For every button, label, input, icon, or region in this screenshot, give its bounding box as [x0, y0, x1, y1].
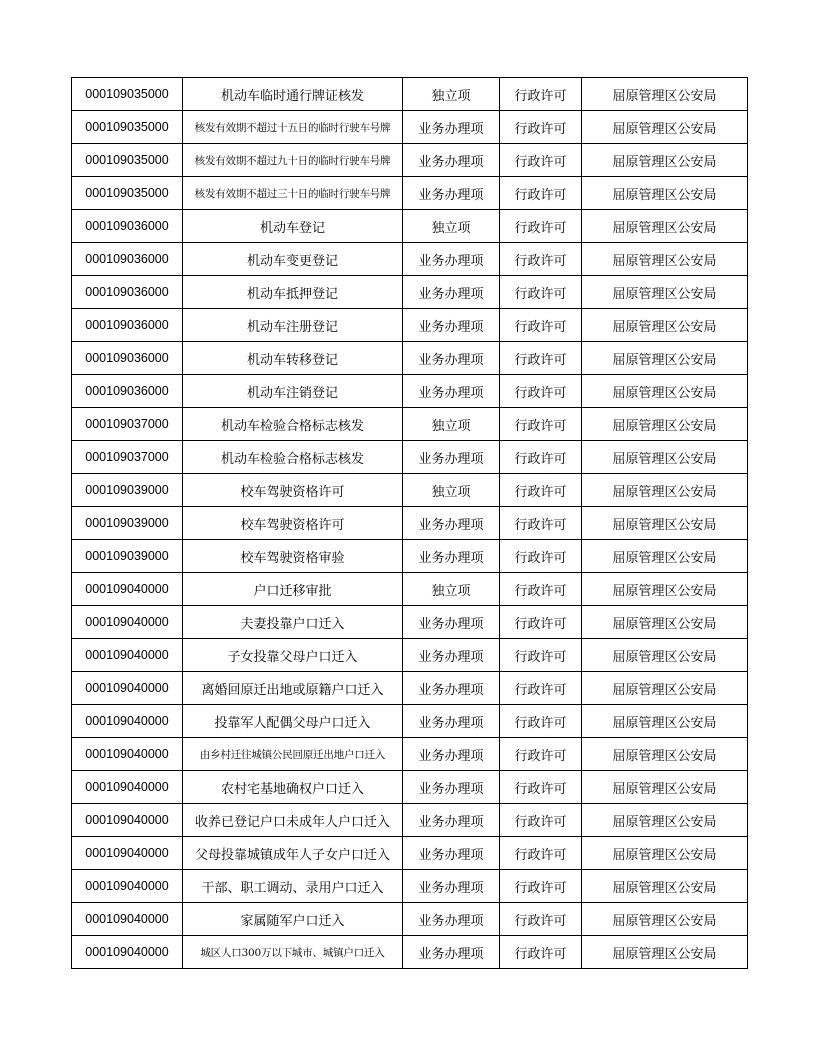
item-name-cell: 由乡村迁往城镇公民回原迁出地户口迁入: [183, 738, 403, 771]
table-row: [72, 672, 748, 705]
table-row: [72, 276, 748, 309]
table-row: [72, 903, 748, 936]
department-cell: 屈原管理区公安局: [582, 375, 748, 408]
item-category-cell: 行政许可: [500, 870, 582, 903]
item-code-cell: 000109040000: [72, 936, 183, 969]
department-cell: 屈原管理区公安局: [582, 903, 748, 936]
item-name-cell: 城区人口300万以下城市、城镇户口迁入: [183, 936, 403, 969]
department-cell: 屈原管理区公安局: [582, 309, 748, 342]
table-body: [72, 78, 748, 969]
item-code-cell: 000109035000: [72, 78, 183, 111]
item-category-cell: 行政许可: [500, 507, 582, 540]
item-code-cell: 000109039000: [72, 474, 183, 507]
item-name-cell: 机动车变更登记: [183, 243, 403, 276]
department-cell: 屈原管理区公安局: [582, 606, 748, 639]
item-type-cell: 业务办理项: [403, 738, 500, 771]
department-cell: 屈原管理区公安局: [582, 936, 748, 969]
item-name-cell: 校车驾驶资格许可: [183, 507, 403, 540]
item-name-cell: 核发有效期不超过十五日的临时行驶车号牌: [183, 111, 403, 144]
department-cell: 屈原管理区公安局: [582, 78, 748, 111]
item-type-cell: 业务办理项: [403, 243, 500, 276]
department-cell: 屈原管理区公安局: [582, 705, 748, 738]
item-code-cell: 000109040000: [72, 804, 183, 837]
table-row: [72, 375, 748, 408]
item-type-cell: 独立项: [403, 408, 500, 441]
item-category-cell: 行政许可: [500, 837, 582, 870]
item-code-cell: 000109036000: [72, 342, 183, 375]
table-row: [72, 78, 748, 111]
item-code-cell: 000109040000: [72, 639, 183, 672]
department-cell: 屈原管理区公安局: [582, 111, 748, 144]
department-cell: 屈原管理区公安局: [582, 573, 748, 606]
item-name-cell: 核发有效期不超过九十日的临时行驶车号牌: [183, 144, 403, 177]
table-row: [72, 705, 748, 738]
item-name-cell: 子女投靠父母户口迁入: [183, 639, 403, 672]
item-code-cell: 000109040000: [72, 837, 183, 870]
item-category-cell: 行政许可: [500, 78, 582, 111]
department-cell: 屈原管理区公安局: [582, 210, 748, 243]
table-row: [72, 177, 748, 210]
table-row: [72, 870, 748, 903]
item-name-cell: 机动车注册登记: [183, 309, 403, 342]
item-name-cell: 核发有效期不超过三十日的临时行驶车号牌: [183, 177, 403, 210]
table-row: [72, 606, 748, 639]
department-cell: 屈原管理区公安局: [582, 177, 748, 210]
department-cell: 屈原管理区公安局: [582, 408, 748, 441]
item-name-cell: 校车驾驶资格许可: [183, 474, 403, 507]
table-row: [72, 111, 748, 144]
item-category-cell: 行政许可: [500, 672, 582, 705]
item-name-cell: 夫妻投靠户口迁入: [183, 606, 403, 639]
item-type-cell: 业务办理项: [403, 903, 500, 936]
item-name-cell: 户口迁移审批: [183, 573, 403, 606]
item-name-cell: 机动车检验合格标志核发: [183, 408, 403, 441]
item-name-cell: 机动车注销登记: [183, 375, 403, 408]
item-type-cell: 业务办理项: [403, 177, 500, 210]
department-cell: 屈原管理区公安局: [582, 441, 748, 474]
department-cell: 屈原管理区公安局: [582, 672, 748, 705]
item-type-cell: 业务办理项: [403, 837, 500, 870]
item-category-cell: 行政许可: [500, 441, 582, 474]
item-code-cell: 000109035000: [72, 111, 183, 144]
item-code-cell: 000109040000: [72, 606, 183, 639]
item-code-cell: 000109040000: [72, 903, 183, 936]
table-row: [72, 144, 748, 177]
department-cell: 屈原管理区公安局: [582, 276, 748, 309]
table-row: [72, 309, 748, 342]
item-type-cell: 业务办理项: [403, 507, 500, 540]
item-category-cell: 行政许可: [500, 342, 582, 375]
table-row: [72, 474, 748, 507]
item-category-cell: 行政许可: [500, 705, 582, 738]
item-code-cell: 000109036000: [72, 210, 183, 243]
item-type-cell: 业务办理项: [403, 606, 500, 639]
item-category-cell: 行政许可: [500, 375, 582, 408]
item-category-cell: 行政许可: [500, 309, 582, 342]
item-category-cell: 行政许可: [500, 408, 582, 441]
table-row: [72, 243, 748, 276]
item-name-cell: 离婚回原迁出地或原籍户口迁入: [183, 672, 403, 705]
item-type-cell: 业务办理项: [403, 111, 500, 144]
item-name-cell: 机动车抵押登记: [183, 276, 403, 309]
item-code-cell: 000109040000: [72, 672, 183, 705]
department-cell: 屈原管理区公安局: [582, 870, 748, 903]
item-name-cell: 收养已登记户口未成年人户口迁入: [183, 804, 403, 837]
table-row: [72, 639, 748, 672]
item-category-cell: 行政许可: [500, 111, 582, 144]
item-type-cell: 业务办理项: [403, 771, 500, 804]
item-type-cell: 独立项: [403, 573, 500, 606]
item-name-cell: 校车驾驶资格审验: [183, 540, 403, 573]
department-cell: 屈原管理区公安局: [582, 540, 748, 573]
item-code-cell: 000109035000: [72, 177, 183, 210]
item-category-cell: 行政许可: [500, 771, 582, 804]
item-category-cell: 行政许可: [500, 276, 582, 309]
item-category-cell: 行政许可: [500, 606, 582, 639]
item-type-cell: 业务办理项: [403, 870, 500, 903]
table-row: [72, 210, 748, 243]
item-category-cell: 行政许可: [500, 573, 582, 606]
table-row: [72, 837, 748, 870]
table-row: [72, 573, 748, 606]
department-cell: 屈原管理区公安局: [582, 639, 748, 672]
item-type-cell: 业务办理项: [403, 705, 500, 738]
item-category-cell: 行政许可: [500, 639, 582, 672]
item-category-cell: 行政许可: [500, 474, 582, 507]
item-type-cell: 业务办理项: [403, 342, 500, 375]
item-code-cell: 000109039000: [72, 540, 183, 573]
department-cell: 屈原管理区公安局: [582, 507, 748, 540]
item-code-cell: 000109036000: [72, 276, 183, 309]
item-code-cell: 000109040000: [72, 771, 183, 804]
item-code-cell: 000109040000: [72, 738, 183, 771]
table-row: [72, 408, 748, 441]
item-type-cell: 业务办理项: [403, 375, 500, 408]
item-name-cell: 家属随军户口迁入: [183, 903, 403, 936]
item-type-cell: 业务办理项: [403, 804, 500, 837]
item-category-cell: 行政许可: [500, 936, 582, 969]
item-type-cell: 业务办理项: [403, 441, 500, 474]
item-type-cell: 业务办理项: [403, 276, 500, 309]
item-category-cell: 行政许可: [500, 177, 582, 210]
item-type-cell: 业务办理项: [403, 540, 500, 573]
item-name-cell: 机动车检验合格标志核发: [183, 441, 403, 474]
item-category-cell: 行政许可: [500, 804, 582, 837]
item-name-cell: 投靠军人配偶父母户口迁入: [183, 705, 403, 738]
item-name-cell: 农村宅基地确权户口迁入: [183, 771, 403, 804]
item-type-cell: 业务办理项: [403, 672, 500, 705]
department-cell: 屈原管理区公安局: [582, 144, 748, 177]
department-cell: 屈原管理区公安局: [582, 474, 748, 507]
item-type-cell: 业务办理项: [403, 309, 500, 342]
item-name-cell: 机动车转移登记: [183, 342, 403, 375]
table-row: [72, 936, 748, 969]
item-code-cell: 000109040000: [72, 573, 183, 606]
item-type-cell: 业务办理项: [403, 144, 500, 177]
table-row: [72, 738, 748, 771]
item-category-cell: 行政许可: [500, 144, 582, 177]
item-type-cell: 独立项: [403, 474, 500, 507]
item-code-cell: 000109036000: [72, 243, 183, 276]
table-row: [72, 540, 748, 573]
item-name-cell: 父母投靠城镇成年人子女户口迁入: [183, 837, 403, 870]
department-cell: 屈原管理区公安局: [582, 738, 748, 771]
item-name-cell: 机动车临时通行牌证核发: [183, 78, 403, 111]
department-cell: 屈原管理区公安局: [582, 243, 748, 276]
item-category-cell: 行政许可: [500, 903, 582, 936]
item-code-cell: 000109037000: [72, 408, 183, 441]
item-type-cell: 业务办理项: [403, 639, 500, 672]
item-category-cell: 行政许可: [500, 540, 582, 573]
item-type-cell: 业务办理项: [403, 936, 500, 969]
item-code-cell: 000109036000: [72, 375, 183, 408]
table-row: [72, 507, 748, 540]
table-row: [72, 771, 748, 804]
item-code-cell: 000109040000: [72, 705, 183, 738]
department-cell: 屈原管理区公安局: [582, 342, 748, 375]
item-code-cell: 000109040000: [72, 870, 183, 903]
item-category-cell: 行政许可: [500, 210, 582, 243]
item-code-cell: 000109036000: [72, 309, 183, 342]
department-cell: 屈原管理区公安局: [582, 837, 748, 870]
department-cell: 屈原管理区公安局: [582, 804, 748, 837]
item-type-cell: 独立项: [403, 210, 500, 243]
item-name-cell: 机动车登记: [183, 210, 403, 243]
table-row: [72, 804, 748, 837]
item-type-cell: 独立项: [403, 78, 500, 111]
item-code-cell: 000109039000: [72, 507, 183, 540]
department-cell: 屈原管理区公安局: [582, 771, 748, 804]
table-row: [72, 441, 748, 474]
item-code-cell: 000109035000: [72, 144, 183, 177]
item-name-cell: 干部、职工调动、录用户口迁入: [183, 870, 403, 903]
item-code-cell: 000109037000: [72, 441, 183, 474]
item-category-cell: 行政许可: [500, 738, 582, 771]
table-row: [72, 342, 748, 375]
service-item-table: [71, 77, 748, 969]
item-category-cell: 行政许可: [500, 243, 582, 276]
